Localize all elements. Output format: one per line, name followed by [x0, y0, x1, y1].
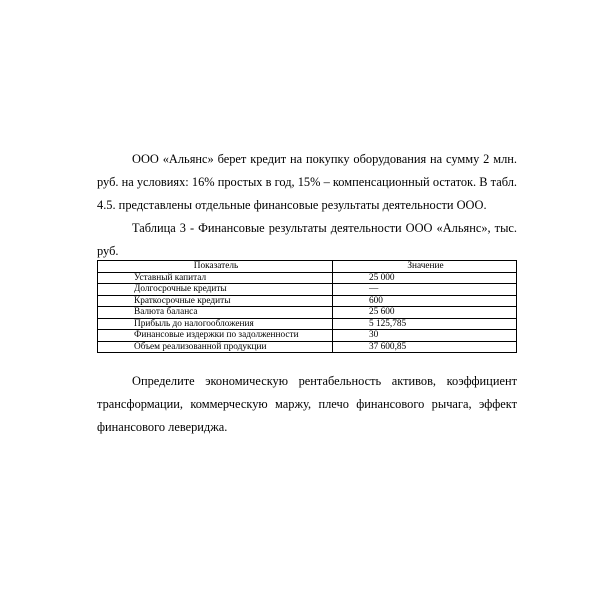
row-name: Объем реализованной продукции: [98, 341, 333, 353]
table-header-row: [98, 261, 517, 273]
row-value: 25 000: [333, 272, 517, 284]
row-name: Уставный капитал: [98, 272, 333, 284]
column-header-indicator: Показатель: [98, 261, 333, 273]
task-paragraph: Определите экономическую рентабельность активов, коэффициент трансформации, коммерческую маржу, плечо финансового рычага, эффект финансового левериджа.: [97, 374, 517, 434]
row-name: Валюта баланса: [98, 307, 333, 319]
table-row: [98, 341, 517, 353]
task-section: [97, 370, 517, 439]
row-value: 25 600: [333, 307, 517, 319]
table-row: [98, 284, 517, 296]
row-value: 30: [333, 330, 517, 342]
table-row: [98, 307, 517, 319]
table-row: [98, 295, 517, 307]
table-row: [98, 272, 517, 284]
row-value: —: [333, 284, 517, 296]
table-row: [98, 318, 517, 330]
row-name: Прибыль до налогообложения: [98, 318, 333, 330]
row-value: 600: [333, 295, 517, 307]
intro-paragraph: ООО «Альянс» берет кредит на покупку оборудования на сумму 2 млн. руб. на условиях: 16% простых в год, 15% – компенсационный остаток. В табл. 4.5. представлены отдельные финансовые результаты деятельности ООО.: [97, 152, 517, 212]
row-value: 37 600,85: [333, 341, 517, 353]
row-name: Финансовые издержки по задолженности: [98, 330, 333, 342]
row-name: Долгосрочные кредиты: [98, 284, 333, 296]
row-name: Краткосрочные кредиты: [98, 295, 333, 307]
column-header-value: Значение: [333, 261, 517, 273]
row-value: 5 125,785: [333, 318, 517, 330]
table-row: [98, 330, 517, 342]
financial-results-table: [97, 260, 517, 353]
document-page: [97, 148, 517, 263]
table-caption: Таблица 3 - Финансовые результаты деятельности ООО «Альянс», тыс. руб.: [97, 221, 517, 258]
